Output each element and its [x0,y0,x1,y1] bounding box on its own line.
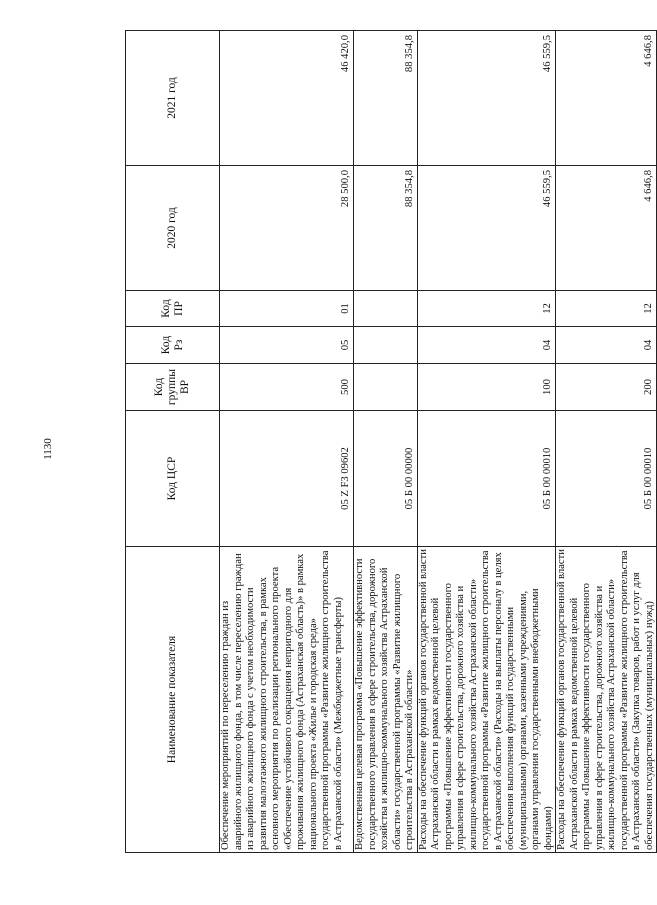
header-2021: 2021 год [126,31,220,166]
cell-pr: 01 [220,291,354,327]
header-2020: 2020 год [126,166,220,291]
budget-table-rotated [125,31,655,853]
cell-2020: 4 646,8 [556,166,657,291]
cell-2021: 88 354,8 [354,31,418,166]
table-row [417,31,556,853]
cell-rz [354,327,418,364]
cell-csr: 05 Б 00 00010 [417,411,556,547]
cell-csr: 05 Б 00 00010 [556,411,657,547]
cell-name: Ведомственная целевая программа «Повышение эффективности государственного управления в сфере строительства, дорожного хозяйства и жилищно-коммунального хозяйства Астраханской области» государственной программы «Развитие жилищного строительства в Астраханской области» [354,547,418,853]
cell-vr [354,364,418,411]
cell-rz: 04 [417,327,556,364]
cell-rz: 04 [556,327,657,364]
header-csr: Код ЦСР [126,411,220,547]
header-name: Наименование показателя [126,547,220,853]
cell-csr: 05 Z F3 09602 [220,411,354,547]
cell-rz: 05 [220,327,354,364]
cell-csr: 05 Б 00 00000 [354,411,418,547]
table-row [354,31,418,853]
cell-2021: 46 559,5 [417,31,556,166]
header-vr: Код группы ВР [126,364,220,411]
cell-name: Обеспечение мероприятий по переселению граждан из аварийного жилищного фонда, в том числе переселению граждан из аварийного жилищного фонда с учетом необходимости развития малоэтажного жилищного строительства, в рамках основного мероприятия по реализации регионального проекта «Обеспечение устойчивого сокращения непригодного для проживания жилищного фонда (Астраханская область)» в рамках национального проекта «Жилье и городская среда» государственной программы «Развитие жилищного строительства в Астраханской области» (Межбюджетные трансферты) [220,547,354,853]
cell-vr: 200 [556,364,657,411]
header-rz: Код Рз [126,327,220,364]
cell-pr: 12 [417,291,556,327]
cell-2021: 46 420,0 [220,31,354,166]
page-number: 1130 [42,438,54,460]
cell-2020: 28 500,0 [220,166,354,291]
table-row [556,31,657,853]
cell-pr: 12 [556,291,657,327]
cell-pr [354,291,418,327]
budget-table [125,30,657,853]
cell-2020: 88 354,8 [354,166,418,291]
cell-vr: 500 [220,364,354,411]
cell-vr: 100 [417,364,556,411]
cell-name: Расходы на обеспечение функций органов государственной власти Астраханской области в рамках ведомственной целевой программы «Повышение эффективности государственного управления в сфере строительства, дорожного хозяйства и жилищно-коммунального хозяйства Астраханской области» государственной программы «Развитие жилищного строительства в Астраханской области» (Расходы на выплаты персоналу в целях обеспечения выполнения функций государственными (муниципальными) органами, казенными учреждениями, органами управления государственными внебюджетными фондами) [417,547,556,853]
table-row [220,31,354,853]
cell-name: Расходы на обеспечение функций органов государственной власти Астраханской области в рамках ведомственной целевой программы «Повышение эффективности государственного управления в сфере строительства, дорожного хозяйства и жилищно-коммунального хозяйства Астраханской области» государственной программы «Развитие жилищного строительства в Астраханской области» (Закупка товаров, работ и услуг для обеспечения государственных (муниципальных) нужд) [556,547,657,853]
header-pr: Код ПР [126,291,220,327]
header-row [126,31,220,853]
cell-2020: 46 559,5 [417,166,556,291]
cell-2021: 4 646,8 [556,31,657,166]
